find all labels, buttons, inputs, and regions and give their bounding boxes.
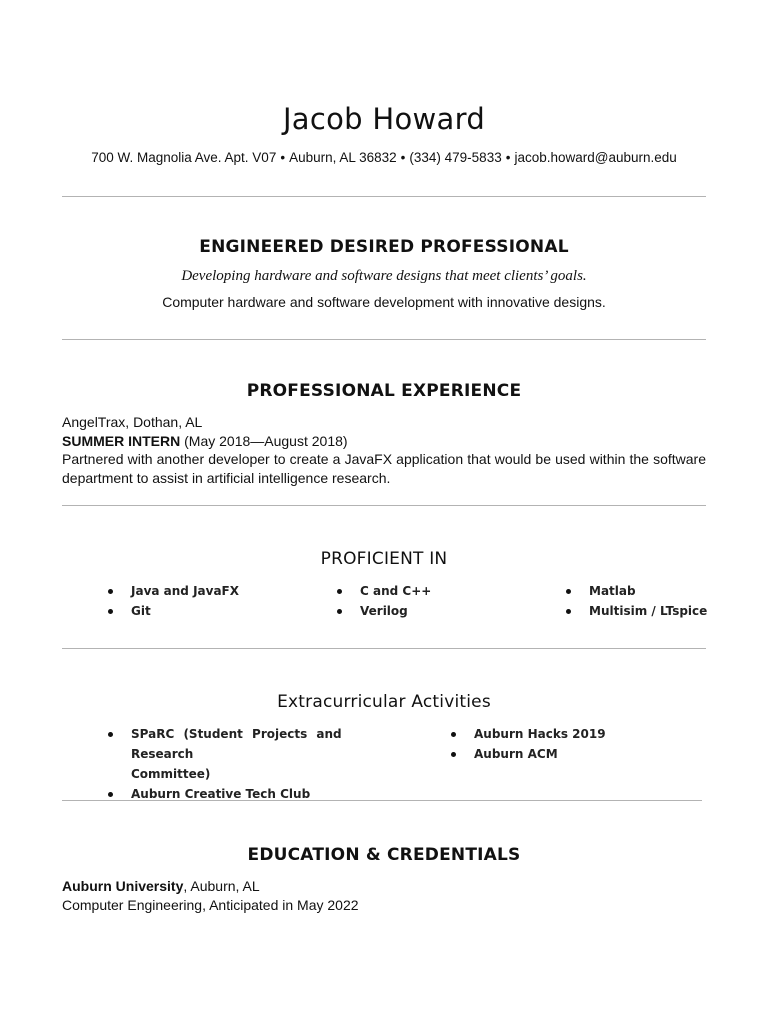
bullet-icon <box>451 732 456 737</box>
bullet-icon <box>108 792 113 797</box>
skills-column-1 <box>108 581 239 621</box>
bullet-icon <box>108 589 113 594</box>
experience-role-line <box>62 432 706 451</box>
bullet-icon <box>337 609 342 614</box>
activities-column-2 <box>451 724 606 764</box>
skill-item: Git <box>108 601 239 621</box>
contact-line <box>0 150 768 165</box>
skill-item: Matlab <box>566 581 707 601</box>
activity-item: SPaRC (Student Projects and Research <box>108 724 368 764</box>
activities-heading: Extracurricular Activities <box>277 692 491 712</box>
skills-column-3 <box>566 581 707 621</box>
education-entry <box>62 877 359 915</box>
experience-description: Partnered with another developer to create a JavaFX application that would be used within the software department to assist in artificial intelligence research. <box>62 451 706 486</box>
separator: • <box>400 150 406 165</box>
education-university-line <box>62 877 359 896</box>
education-location: , Auburn, AL <box>183 878 260 894</box>
objective-heading: ENGINEERED DESIRED PROFESSIONAL <box>199 237 569 257</box>
address: 700 W. Magnolia Ave. Apt. V07 <box>91 150 277 165</box>
experience-company: AngelTrax, Dothan, AL <box>62 414 203 430</box>
divider <box>62 196 706 197</box>
bullet-icon <box>566 589 571 594</box>
city: Auburn, AL 36832 <box>289 150 397 165</box>
separator: • <box>505 150 511 165</box>
activity-item: Auburn ACM <box>451 744 606 764</box>
skill-item: Multisim / LTspice <box>566 601 707 621</box>
email: jacob.howard@auburn.edu <box>514 150 677 165</box>
divider <box>62 339 706 340</box>
divider <box>62 800 702 801</box>
experience-role: SUMMER INTERN <box>62 432 181 449</box>
activity-item-continued: Committee) <box>131 767 211 781</box>
activities-column-1 <box>108 724 368 804</box>
phone: (334) 479-5833 <box>409 150 502 165</box>
objective-tagline: Developing hardware and software designs that meet clients’ goals. <box>181 268 587 284</box>
bullet-icon <box>566 609 571 614</box>
experience-heading: PROFESSIONAL EXPERIENCE <box>246 381 522 401</box>
skills-column-2 <box>337 581 431 621</box>
separator: • <box>280 150 286 165</box>
bullet-icon <box>337 589 342 594</box>
bullet-icon <box>108 609 113 614</box>
bullet-icon <box>451 752 456 757</box>
education-heading: EDUCATION & CREDENTIALS <box>247 845 521 865</box>
skill-item: C and C++ <box>337 581 431 601</box>
objective-summary: Computer hardware and software development with innovative designs. <box>162 294 606 310</box>
activity-item: Auburn Hacks 2019 <box>451 724 606 744</box>
skill-item: Verilog <box>337 601 431 621</box>
candidate-name: Jacob Howard <box>282 102 486 136</box>
education-university: Auburn University <box>62 878 184 894</box>
skills-heading: PROFICIENT IN <box>320 549 448 569</box>
skill-item: Java and JavaFX <box>108 581 239 601</box>
education-degree: Computer Engineering, Anticipated in May 2022 <box>62 897 359 913</box>
divider <box>62 505 706 506</box>
experience-entry <box>62 413 706 487</box>
activity-item: Auburn Creative Tech Club <box>108 784 368 804</box>
experience-dates: (May 2018—August 2018) <box>184 432 348 449</box>
bullet-icon <box>108 732 113 737</box>
divider <box>62 648 706 649</box>
